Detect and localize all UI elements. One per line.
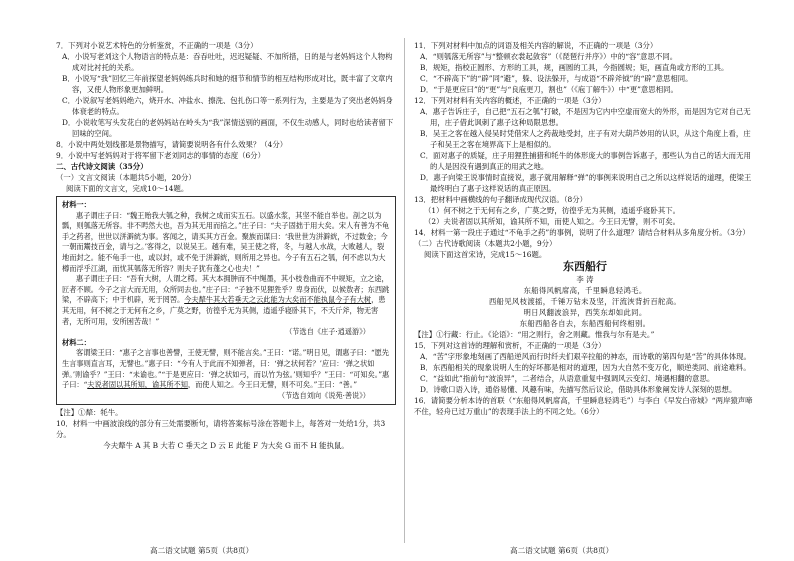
q12-option-d: D．惠子向梁王说事情时直接说，惠子就用解释“弹”的事例来说明自己之所以这样说话的道理，使梁王最终明白了惠子这样说话的真正原因。 xyxy=(420,173,752,193)
poem-author: 李 涛 xyxy=(576,275,594,284)
q7-option-b: B．小说写“我”回忆三年前探望老妈妈练兵时和她的细节和情节的相互结构形成对比，既丰富了文章内容，又使人物形象更加鲜明。 xyxy=(62,74,393,94)
question-14: 14．材料一第一段庄子通过“不龟手之药”的事例，说明了什么道理？请结合材料从多角度分析。（3分） xyxy=(414,228,750,237)
right-column xyxy=(414,40,756,417)
q13-item-1: （1）何不树之于无何有之乡，广莫之野，彷徨乎无为其侧，逍遥乎寝卧其下。 xyxy=(424,206,680,215)
material-1-p2-text-b: ，患其无用，何不树之于无何有之乡，广莫之野，彷徨乎无为其侧，逍遥乎寝卧其下，不夭斤斧，物无害者，无所可用，安所困苦哉！” xyxy=(62,295,386,326)
material-1-paragraph-2 xyxy=(62,274,390,327)
question-11: 11．下列对材料中加点的词语及相关内容的解说，不正确的一项是（3分） xyxy=(414,41,658,50)
poem-note: 【注】①行藏：行止。《论语》：“用之则行，舍之则藏。惟我与尔有是夫。” xyxy=(414,330,655,339)
column-divider xyxy=(404,38,405,543)
poem-line-2: 西船见风枝渡摇，千锤万钻未及坚，汗流浹背折百舵高。 xyxy=(488,297,682,306)
section-2-heading: 二、古代诗文阅读（35分） xyxy=(56,162,148,171)
material-1-p2-text-a: 惠子谓庄子曰：“吾有大树，人谓之樗。其大本拥肿而不中绳墨，其小枝卷曲而不中规矩，立之途，匠者不顾。今子之言大而无用，众所同去也。”庄子曰：“子独不见狸狌乎？卑身而伏，以候敖者；东西跳梁，不辟高下；中于机辟，死于罔罟。 xyxy=(62,274,390,305)
subsection-2-heading: （二）古代诗歌阅读（本题共2小题，9分） xyxy=(414,239,557,248)
subsection-1-intro: 阅读下面的文言文，完成10～14题。 xyxy=(66,184,189,193)
wavy-underline-sentence: 今夫犛牛其大若垂天之云此能为大矣而不能执鼠今子有大树 xyxy=(184,295,372,305)
question-13: 13．把材料中画横线的句子翻译成现代汉语。（8分） xyxy=(414,195,588,204)
question-10-sentence: 今夫犛牛 A 其 B 大若 C 垂天之 D 云 E 此能 F 为大矣 G 而不 H 能执鼠。 xyxy=(103,441,349,451)
q12-option-b: B．吴王之客在越入侵吴时凭借宋人之药裁地受封，庄子有对大葫芦妙用的认识，从这个角度上看，庄子和吴王之客在境界高下上是相似的。 xyxy=(420,129,751,149)
q7-option-d: D．小说收笔写头发花白的老妈妈站在岭头为“我”深情送别的画面，不仅生动感人，同时也给读者留下回味的空间。 xyxy=(62,118,394,138)
subsection-2-intro: 阅读下面这首宋诗，完成15～16题。 xyxy=(424,250,547,259)
material-2-heading: 材料二： xyxy=(62,337,91,347)
q15-option-c: C．“益如此”指前句“波浪异”，二者结合，从语意重复中强调风云变幻、境遇相翻的意思。 xyxy=(420,374,715,383)
q11-option-d: D．“于是更应曰”的“更”与“良庖更刀，割也”（《庖丁解牛》）中“更”意思相同。 xyxy=(420,85,678,94)
underlined-sentence: 夫说者固以其所知，谕其所不知 xyxy=(87,380,188,390)
q7-option-a: A．小说写老刘这个人物语言的特点是：吞吞吐吐，迟迟疑疑、不加所措，日的是与老妈妈这个人物构成对比衬托的关系。 xyxy=(62,52,393,72)
poem-title: 东西船行 xyxy=(563,260,607,273)
q7-option-c: C．小说叙写老妈妈绝六，烧开水、冲盐水、擦洗、包扎伤口等一系列行为，主要是为了突出老妈妈身体衰老的特点。 xyxy=(62,96,393,116)
question-9: 9．小说中写老妈妈对于将军留下老刘同志的事情的态度（6分） xyxy=(56,151,265,160)
material-2-paragraph-1 xyxy=(62,348,390,390)
question-15: 15．下列对这首诗的理解和赏析，不正确的一项是（3分） xyxy=(414,341,606,350)
material-1-paragraph-1: 惠子谓庄子曰：“魏王贻我大瓠之种，我树之成而实五石。以盛水浆，其坚不能自举也。剖之以为瓢，则瓠落无所容。非不呺然大也，吾为其无用而掊之。”庄子曰：“夫子固拙于用大矣。宋人有善为不龟手之药者，世世以洴澼絖为事。客闻之，请买其方百金。聚族而谋曰：‘我世世为洴澼絖，不过数金；今一朝而鬻技百金，请与之。’客得之，以说吴王。越有难，吴王使之将，冬，与越人水战，大败越人，裂地而封之。能不龟手一也，或以封，或不免于洴澼絖，则所用之异也。今子有五石之瓠，何不虑以为大樽而浮乎江湖，而忧其瓠落无所容？则夫子犹有蓬之心也夫！” xyxy=(62,210,390,273)
question-12: 12．下列对材料有关内容的概述，不正确的一项是（3分） xyxy=(414,96,606,105)
q12-option-a: A．惠子告诉庄子，自己把“五石之瓠”打破，不是因为它内中空虚而宽大的外形，而是因为它对自己无用，庄子借此讽刺了惠子这种局限思想。 xyxy=(420,107,751,127)
note: 【注】①犛：牦牛。 xyxy=(56,408,123,418)
poem-line-1: 东船得风帆席高，千里瞬息轻鸿毛。 xyxy=(523,286,647,295)
footer-page-6: 高二语文试题 第6页（共8页） xyxy=(510,546,614,555)
q12-option-c: C．面对惠子的质疑，庄子用狸狌捕猎和牦牛的体形庞大的事例告诉惠子，那些认为自己的话大而无用的人是因没有遇到真正的用武之地。 xyxy=(420,151,751,171)
material-2-source: （节选自刘向《说苑·善说》） xyxy=(277,390,370,400)
q15-option-b: B．东西船相关的现象说明人生的好坏都是相对的道理，因为大自然不变万化，顺逆类同、前途难料。 xyxy=(420,363,751,372)
reading-material-box xyxy=(56,196,396,405)
question-10: 10．材料一中画波浪线的部分有三处需要断句，请将答案标号涂在答题卡上，每答对一处给1分，共3分。 xyxy=(56,419,386,440)
q15-option-d: D．诗歌口语入诗，通俗易懂、风趣有味，先描写然后议论，借助具体形象阐发诗人深刻的思想。 xyxy=(420,385,737,394)
q13-item-2: （2）夫说者固以其所知，谕其所不知，而使人知之。今王曰无譬，则不可矣。 xyxy=(424,217,680,226)
footer-page-5: 高二语文试题 第5页（共8页） xyxy=(150,546,254,555)
material-1-heading: 材料一： xyxy=(62,200,91,209)
poem-line-3: 明日风翻波浪异，西笑东却如此同。 xyxy=(523,308,647,317)
material-1-source: （节选自《庄子·逍遥游》） xyxy=(285,327,370,337)
subsection-1-heading: （一）文言文阅读（本题共5小题，20分） xyxy=(56,173,196,182)
material-2-text-b: ，而使人知之。今王曰无譬，则不可矣。”王曰：“善。” xyxy=(187,380,358,390)
q11-option-a: A．“则瓠落无所容”与“整顿衣裳起敛容”（《琵琶行并序》）中的“容”意思不同。 xyxy=(420,52,678,61)
question-7: 7．下列对小说艺术特色的分析鉴赏，不正确的一项是（3分） xyxy=(56,41,258,50)
question-16: 16．请简要分析本诗的首联（“东船得风帆席高，千里瞬息轻鸿毛”）与李白《早发白帝城》“两岸猿声啼不住，轻舟已过万重山”的表现手法上的不同之处。（6分） xyxy=(414,396,753,416)
q15-option-a: A．“苦”字形象地刻画了西船逆风而行时纤夫们艰辛拉船的神态，而诗歌的第四句是“苦”的具体体现。 xyxy=(420,352,751,361)
question-8: 8．小说中两处划线都是景物描写，请简要说明各有什么效果？（4分） xyxy=(56,140,288,149)
q11-option-c: C．“不辟高下”的“辟”同“避”，躲、设法躲开，与成语“不辟斧钺”的“辟”意思相同。 xyxy=(420,74,693,83)
q11-option-b: B．规矩，指校正圆形、方形的工具，规，画圆的工具，今指圆规；矩，画直角或方形的工具。 xyxy=(420,63,729,72)
material-2-text-a: 客谓梁王曰：“惠子之言事也善譬，王使无譬，则不能言矣。”王曰：“诺。”明日见，谓惠子曰：“愿先生言事则直言耳，无譬也。”惠子曰：“今有人于此而不知弹者，曰：‘弹之状何若？’应曰：‘弹之状如弹。’则谕乎？”王曰：“未谕也。”“于是更应曰：‘弹之状如弓，而以竹为弦。’则知乎？”王曰：“可知矣。”惠子曰：“ xyxy=(62,348,390,390)
left-column xyxy=(56,40,396,451)
poem-line-4: 东船西船各自去，东船西船何终相别。 xyxy=(519,319,651,328)
